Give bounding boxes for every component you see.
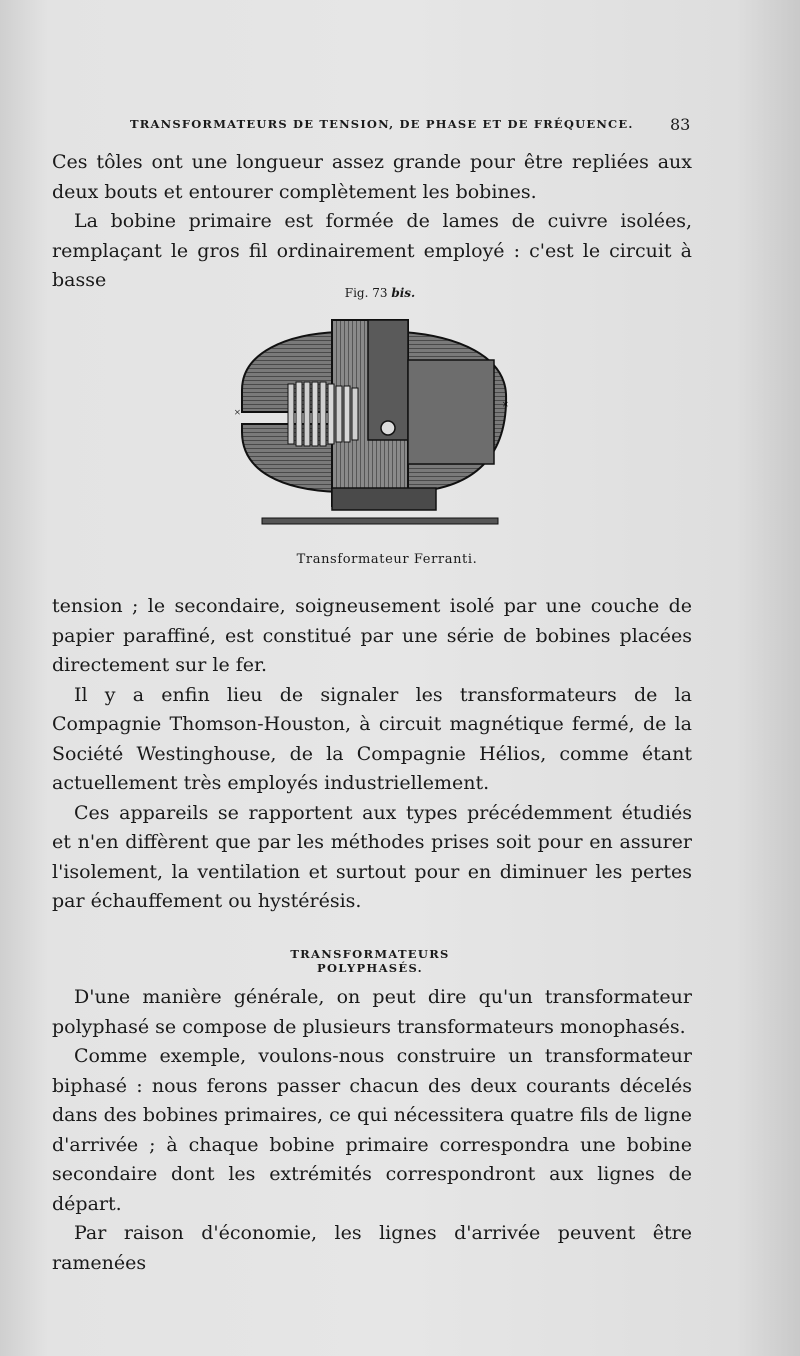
paragraph: Par raison d'économie, les lignes d'arrivée peuvent être ramenées — [52, 1222, 692, 1274]
section-heading: TRANSFORMATEURS POLYPHASÉS. — [290, 947, 450, 975]
figure-suffix: bis. — [391, 286, 416, 300]
figure-caption: Transformateur Ferranti. — [296, 552, 478, 567]
page-number: 83 — [670, 115, 691, 134]
paragraph: Comme exemple, voulons-nous construire un transformateur biphasé : nous ferons passer chacun des deux courants décelés dans des bobines primaires, ce qui nécessitera quatre fils de ligne d'arrivée ; à chaque bobine primaire correspondra une bobine secondaire dont les extrémités correspondront aux lignes de départ. — [52, 1045, 692, 1215]
right-marker: × — [502, 397, 509, 411]
paragraph: tension ; le secondaire, soigneusement isolé par une couche de papier paraffiné, est constitué par une série de bobines placées directement sur le fer. — [52, 595, 692, 676]
ferranti-transformer-illustration — [228, 312, 518, 540]
left-marker: × — [234, 405, 241, 419]
paragraph: Ces tôles ont une longueur assez grande pour être repliées aux deux bouts et entourer complètement les bobines. — [52, 151, 692, 203]
figure-label — [320, 286, 440, 300]
paragraph: Il y a enfin lieu de signaler les transformateurs de la Compagnie Thomson-Houston, à circuit magnétique fermé, de la Société Westinghouse, de la Compagnie Hélios, comme étant actuellement très employés industriellement. — [52, 683, 692, 794]
transformer-engraving — [228, 312, 518, 540]
paragraph: La bobine primaire est formée de lames de cuivre isolées, remplaçant le gros fil ordinairement employé : c'est le circuit à basse — [52, 210, 692, 291]
running-title: TRANSFORMATEURS DE TENSION, DE PHASE ET DE FRÉQUENCE. — [130, 117, 634, 131]
top-text-block — [52, 148, 692, 296]
figure-number: Fig. 73 — [344, 286, 388, 300]
middle-text-block — [52, 592, 692, 917]
paragraph: D'une manière générale, on peut dire qu'un transformateur polyphasé se compose de plusieurs transformateurs monophasés. — [52, 986, 692, 1038]
bottom-text-block — [52, 983, 692, 1278]
paragraph: Ces appareils se rapportent aux types précédemment étudiés et n'en diffèrent que par les méthodes prises soit pour en assurer l'isolement, la ventilation et surtout pour en diminuer les pertes par échauffement ou hystérésis. — [52, 801, 692, 912]
